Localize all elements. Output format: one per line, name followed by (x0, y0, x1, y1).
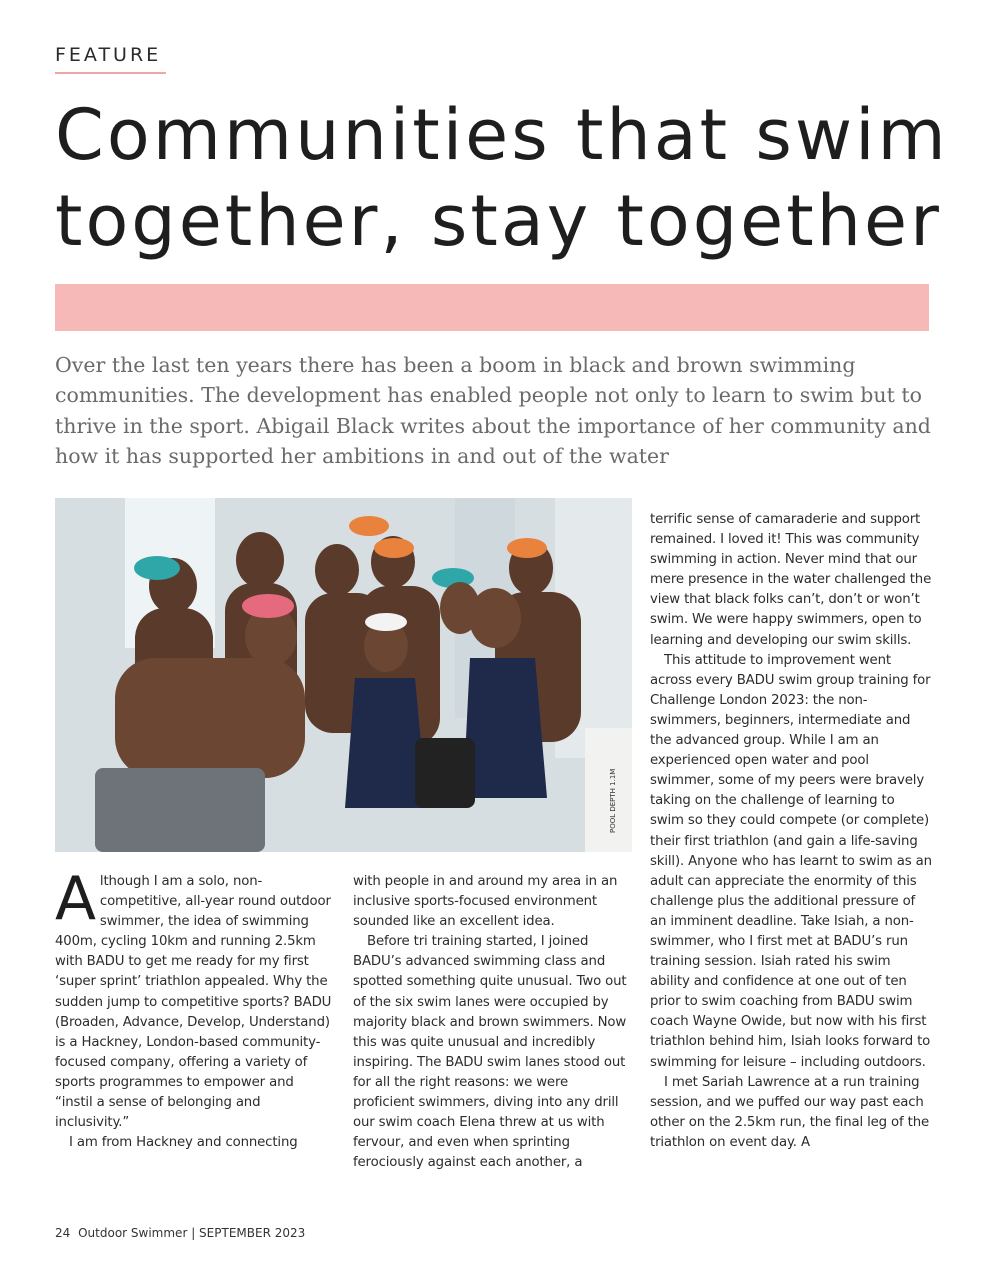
kicker-underline (55, 72, 166, 74)
swimmers-group-photo (55, 498, 632, 852)
section-kicker: FEATURE (55, 44, 162, 66)
paragraph: I met Sariah Lawrence at a run training session, and we puffed our way past each other on the 2.5km run, the final leg of the triathlon on event day. A (650, 1074, 930, 1150)
standfirst: Over the last ten years there has been a boom in black and brown swimming communities. The development has enabled people not only to learn to swim but to thrive in the sport. Abigail Black writes about the importance of her community and how it has supported her ambitions in and out of the water (55, 353, 931, 468)
publication-line: Outdoor Swimmer | SEPTEMBER 2023 (78, 1226, 306, 1240)
page-number: 24 (55, 1226, 71, 1240)
title-line-1: Communities that swim (55, 94, 949, 176)
paragraph: I am from Hackney and connecting (69, 1135, 298, 1151)
article-column-2 (353, 872, 631, 1173)
paragraph: terrific sense of camaraderie and support remained. I loved it! This was community swimming in action. Never mind that our mere presence in the water challenged the view that black folks can’t, don’t or won’t swim. We were happy swimmers, open to learning and developing our swim skills. (650, 512, 932, 648)
photo-illustration (55, 498, 632, 852)
accent-band (55, 284, 929, 331)
pool-wall-text: POOL DEPTH 1.1M (609, 768, 617, 833)
drop-cap: A (55, 864, 96, 934)
paragraph: with people in and around my area in an inclusive sports-focused environment sounded like an excellent idea. (353, 874, 618, 930)
page-footer (55, 1226, 309, 1240)
paragraph: Before tri training started, I joined BADU’s advanced swimming class and spotted something quite unusual. Two out of the six swim lanes were occupied by majority black and brown swimmers. Now this was quite unusual and incredibly inspiring. The BADU swim lanes stood out for all the right reasons: we were proficient swimmers, diving into any drill our swim coach Elena threw at us with fervour, and even when sprinting ferociously against each another, a (353, 934, 627, 1171)
paragraph: This attitude to improvement went across every BADU swim group training for Challenge London 2023: the non-swimmers, beginners, intermediate and the advanced group. While I am an experienced open water and pool swimmer, some of my peers were bravely taking on the challenge of learning to swim so they could compete (or complete) their first triathlon (and gain a life-saving skill). Anyone who has learnt to swim as an adult can appreciate the enormity of this challenge plus the additional pressure of an imminent deadline. Take Isiah, a non-swimmer, who I first met at BADU’s run training session. Isiah rated his swim ability and confidence at one out of ten prior to swim coaching from BADU swim coach Wayne Owide, but now with his first triathlon behind him, Isiah looks forward to swimming for leisure – including outdoors. (650, 652, 932, 1070)
article-column-3 (650, 510, 932, 1153)
paragraph (55, 864, 333, 1133)
article-column-1 (55, 864, 333, 1153)
paragraph-text: lthough I am a solo, non-competitive, all-year round outdoor swimmer, the idea of swimming 400m, cycling 10km and running 2.5km with BADU to get me ready for my first ‘super sprint’ triathlon appealed. Why the sudden jump to competitive sports? BADU (Broaden, Advance, Develop, Understand) is a Hackney, London-based community-focused company, offering a variety of sports programmes to empower and “instil a sense of belonging and inclusivity.” (55, 874, 332, 1131)
article-title (55, 92, 955, 264)
title-line-2: together, stay together (55, 180, 942, 262)
